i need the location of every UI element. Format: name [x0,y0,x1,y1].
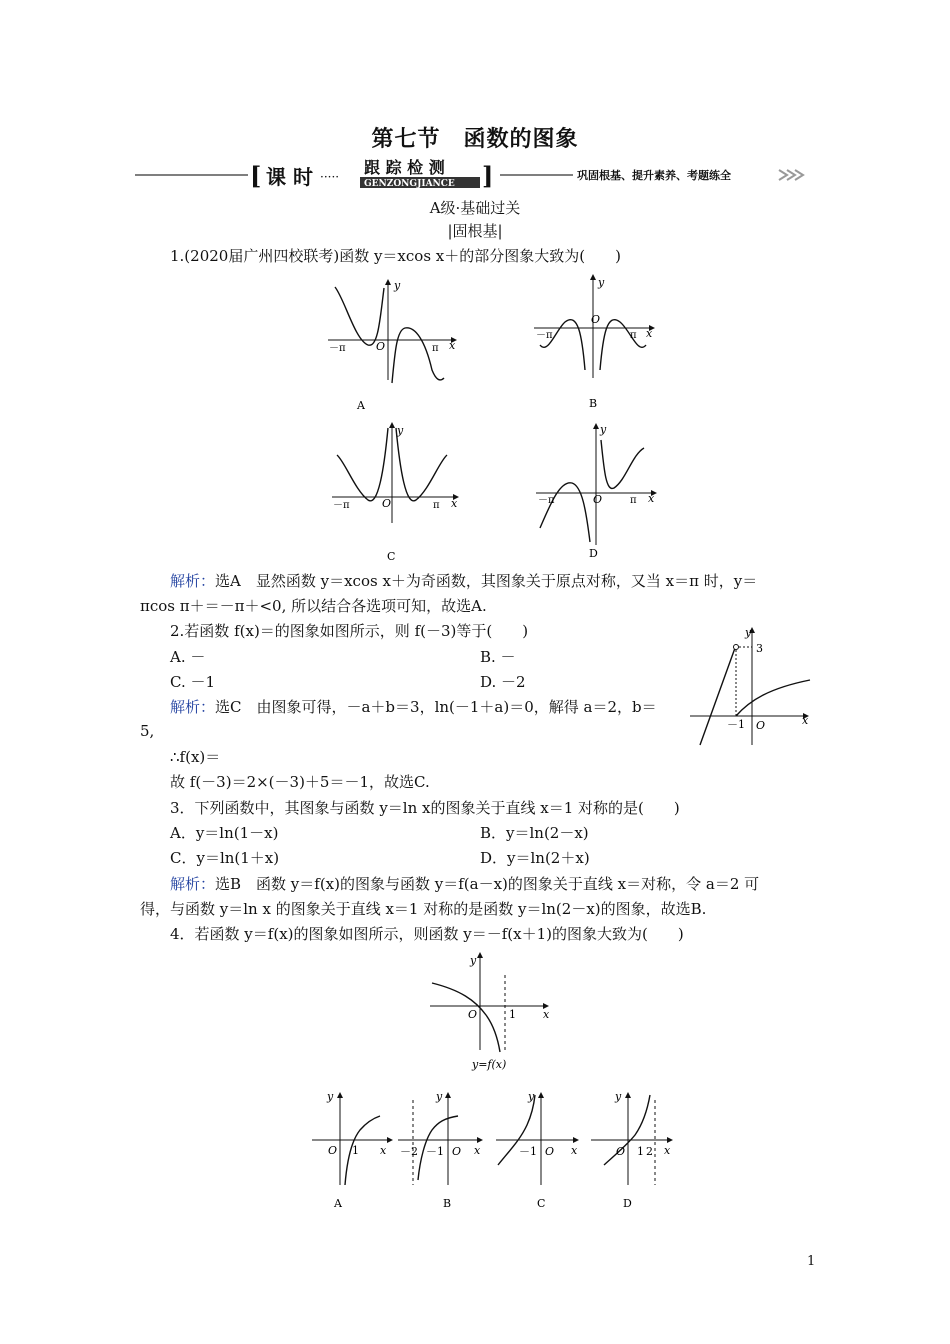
q2-stem: 2.若函数 f(x)＝的图象如图所示，则 f(－3)等于( ) [170,622,529,640]
svg-text:－1: －1 [519,1145,537,1158]
page-title: 第七节 函数的图象 [371,127,579,152]
svg-text:－π: －π [329,343,346,354]
svg-text:2: 2 [646,1145,653,1158]
svg-text:x: x [648,492,655,505]
q1-option-c-label: C [387,550,396,563]
svg-text:π: π [630,330,637,341]
svg-text:y: y [397,424,404,437]
svg-text:O: O [756,719,766,732]
q1-option-a-label: A [357,399,365,412]
q2-analysis-line1: 解析：选C 由图象可得，－a＋b＝3，ln(－1＋a)＝0，解得 a＝2，b＝ [170,698,657,716]
svg-text:y: y [600,423,607,436]
q1-option-d-label: D [589,547,598,560]
svg-text:]: ] [482,161,494,190]
q4-option-a-label: A [334,1197,342,1210]
svg-text:y: y [615,1090,622,1103]
banner-center-cn: 跟 踪 检 测 [364,158,445,177]
svg-text:x: x [543,1008,550,1021]
banner-dots: ····· [320,170,340,184]
svg-text:y: y [470,954,477,967]
svg-text:x: x [664,1144,671,1157]
q2-option-a: A. － [170,648,206,666]
q4-option-c-label: C [537,1197,546,1210]
svg-text:O: O [382,497,392,510]
svg-text:y: y [745,626,752,639]
q3-option-a: A．y＝ln(1－x) [170,824,279,842]
svg-text:O: O [376,340,386,353]
q4-stem: 4．若函数 y＝f(x)的图象如图所示，则函数 y＝－f(x＋1)的图象大致为( ) [170,925,684,943]
svg-text:x: x [449,339,456,352]
svg-text:x: x [571,1144,578,1157]
banner-right-text: 巩固根基、提升素养、考题练全 [577,169,731,182]
svg-text:y: y [598,276,605,289]
banner-left-word: 课 时 [266,165,313,189]
q3-stem: 3．下列函数中，其图象与函数 y＝ln x的图象关于直线 x＝1 对称的是( ) [170,799,680,817]
q2-option-d: D. －2 [480,673,526,691]
q1-stem: 1.(2020届广州四校联考)函数 y＝xcos x＋的部分图象大致为( ) [170,247,621,265]
svg-text:x: x [380,1144,387,1157]
svg-text:x: x [802,714,809,727]
q1-analysis-line1: 解析：选A 显然函数 y＝xcos x＋为奇函数，其图象关于原点对称，又当 x＝π 时，y＝ [170,572,758,590]
q4-option-b-label: B [443,1197,452,1210]
svg-text:1: 1 [352,1144,359,1157]
q3-option-d: D．y＝ln(2＋x) [480,849,590,867]
svg-text:－π: －π [333,500,350,511]
q2-option-c: C. －1 [170,673,216,691]
q2-analysis-line2: 5, [140,722,155,740]
q3-option-c: C．y＝ln(1＋x) [170,849,280,867]
q4-graph-d [591,1090,672,1185]
svg-text:O: O [545,1145,555,1158]
svg-text:3: 3 [756,642,763,655]
q2-analysis-line4: 故 f(－3)＝2×(－3)＋5＝－1，故选C. [170,773,430,791]
svg-text:[: [ [250,161,262,190]
svg-text:－π: －π [538,495,555,506]
svg-text:π: π [432,343,439,354]
svg-text:y: y [436,1090,443,1103]
svg-text:1: 1 [637,1145,644,1158]
q4-graph-a [312,1090,392,1185]
svg-text:π: π [630,495,637,506]
svg-text:1: 1 [509,1008,516,1021]
q1-option-b-label: B [589,397,598,410]
svg-text:O: O [591,313,601,326]
svg-text:－2: －2 [400,1145,418,1158]
page-number: 1 [807,1254,816,1269]
q2-option-b: B. － [480,648,516,666]
svg-text:O: O [328,1144,338,1157]
q3-analysis-line2: 得，与函数 y＝ln x 的图象关于直线 x＝1 对称的是函数 y＝ln(2－x)的图象，故选B. [140,900,707,918]
q2-analysis-line3: ∴f(x)＝ [170,748,221,766]
sublevel-heading: |固根基| [447,222,503,240]
svg-text:－1: －1 [426,1145,444,1158]
q4-main-graph [430,953,550,1071]
svg-text:y: y [528,1090,535,1103]
svg-text:O: O [452,1145,462,1158]
svg-text:x: x [646,327,653,340]
svg-text:y=f(x): y=f(x) [472,1058,507,1071]
banner-center-en: GENZONGJIANCE [364,179,455,189]
q4-graph-c [496,1090,578,1185]
q3-analysis-line1: 解析：选B 函数 y＝f(x)的图象与函数 y＝f(a－x)的图象关于直线 x＝对称，令 a＝2 可 [170,875,760,893]
svg-text:x: x [451,497,458,510]
q3-option-b: B．y＝ln(2－x) [480,824,589,842]
svg-text:－1: －1 [727,718,745,731]
svg-text:y: y [327,1090,334,1103]
svg-text:O: O [468,1008,478,1021]
svg-text:O: O [593,493,603,506]
svg-text:－π: －π [536,330,553,341]
q1-analysis-line2: πcos π＋＝－π＋<0, 所以结合各选项可知，故选A. [140,597,487,615]
level-heading: A级·基础过关 [429,199,521,217]
svg-text:O: O [616,1145,626,1158]
svg-text:y: y [394,279,401,292]
q4-graph-b [398,1090,482,1185]
svg-text:π: π [433,500,440,511]
q4-option-d-label: D [623,1197,632,1210]
svg-text:x: x [474,1144,481,1157]
